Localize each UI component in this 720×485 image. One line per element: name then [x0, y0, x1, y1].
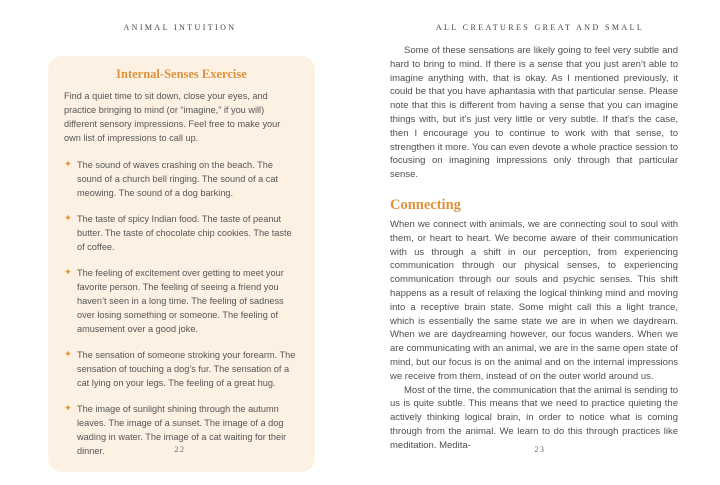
list-item: [64, 158, 299, 200]
exercise-bullet-list: [64, 158, 299, 458]
section-heading-connecting: Connecting: [390, 196, 461, 213]
sparkle-icon: ✦: [64, 349, 72, 360]
list-item: [64, 212, 299, 254]
right-page-number: 23: [534, 445, 546, 454]
right-running-head: ALL CREATURES GREAT AND SMALL: [435, 23, 645, 32]
list-item-text: The sound of waves crashing on the beach. The sound of a church bell ringing. The sound of a cat meowing. The sound of a dog barking.: [76, 160, 279, 198]
list-item: [64, 348, 299, 390]
right-text-column: [390, 44, 678, 453]
list-item-text: The taste of spicy Indian food. The taste of peanut butter. The taste of chocolate chip cookies. The taste of coffee.: [76, 214, 292, 252]
body-paragraph: Some of these sensations are likely going to feel very subtle and hard to bring to mind. If there is a sense that you just aren’t able to imagine anything with, that is okay. As I mentioned previously, it could be that you have aphantasia with that particular sense. Please note that this is different from having a sense that you can imagine things with, but it’s just very little or very subtle. If that’s the case, then I encourage you to continue to work with that sense, to strengthen it more. You can even devote a whole practice session to focusing on imagining impressions only through that particular sense.: [390, 45, 678, 181]
sparkle-icon: ✦: [64, 267, 72, 278]
list-item-text: The feeling of excitement over getting to meet your favorite person. The feeling of seeing a friend you haven’t seen in a long time. The feeling of sadness over losing something or someone. The feeling of amusement over a good joke.: [76, 268, 284, 334]
left-running-head: ANIMAL INTUITION: [123, 23, 237, 32]
list-item-text: The image of sunlight shining through the autumn leaves. The image of a sunset. The image of a dog wading in water. The image of a cat waiting for their dinner.: [76, 404, 287, 456]
list-item: [64, 266, 299, 336]
body-paragraph: When we connect with animals, we are connecting soul to soul with them, or heart to heart. We become aware of their communication with us through a shift in our perception, from experiencing communication through our physical senses, to experiencing communication through our souls and psychic senses. This shift happens as a result of relaxing the logical thinking mind and moving into a receptive brain state. Some might call this a light trance, which is essentially the same state we are in when we daydream. When we are daydreaming however, our focus wanders. When we are communicating with an animal, we are in the same open state of mind, but our focus is on the animal and on the internal impressions we receive from them, instead of on the outer world around us.: [390, 218, 678, 382]
exercise-box-intro: Find a quiet time to sit down, close your eyes, and practice bringing to mind (or “imagine,” if you will) different sensory impressions. Feel free to make your own list of impressions to call up.: [64, 91, 281, 143]
body-paragraph: Most of the time, the communication that the animal is sending to us is quite subtle. This means that we need to practice quieting the actively thinking logical brain, in order to notice what is coming through from the animal. We learn to do this through practices like meditation. Medita-: [390, 384, 678, 451]
list-item-text: The sensation of someone stroking your forearm. The sensation of touching a dog’s fur. The sensation of a cat lying on your legs. The feeling of a great hug.: [76, 350, 296, 388]
left-page-number: 22: [174, 445, 186, 454]
right-page: [360, 0, 720, 485]
exercise-box: [48, 56, 315, 472]
sparkle-icon: ✦: [64, 403, 72, 414]
sparkle-icon: ✦: [64, 159, 72, 170]
exercise-box-title: Internal-Senses Exercise: [116, 67, 247, 81]
sparkle-icon: ✦: [64, 213, 72, 224]
